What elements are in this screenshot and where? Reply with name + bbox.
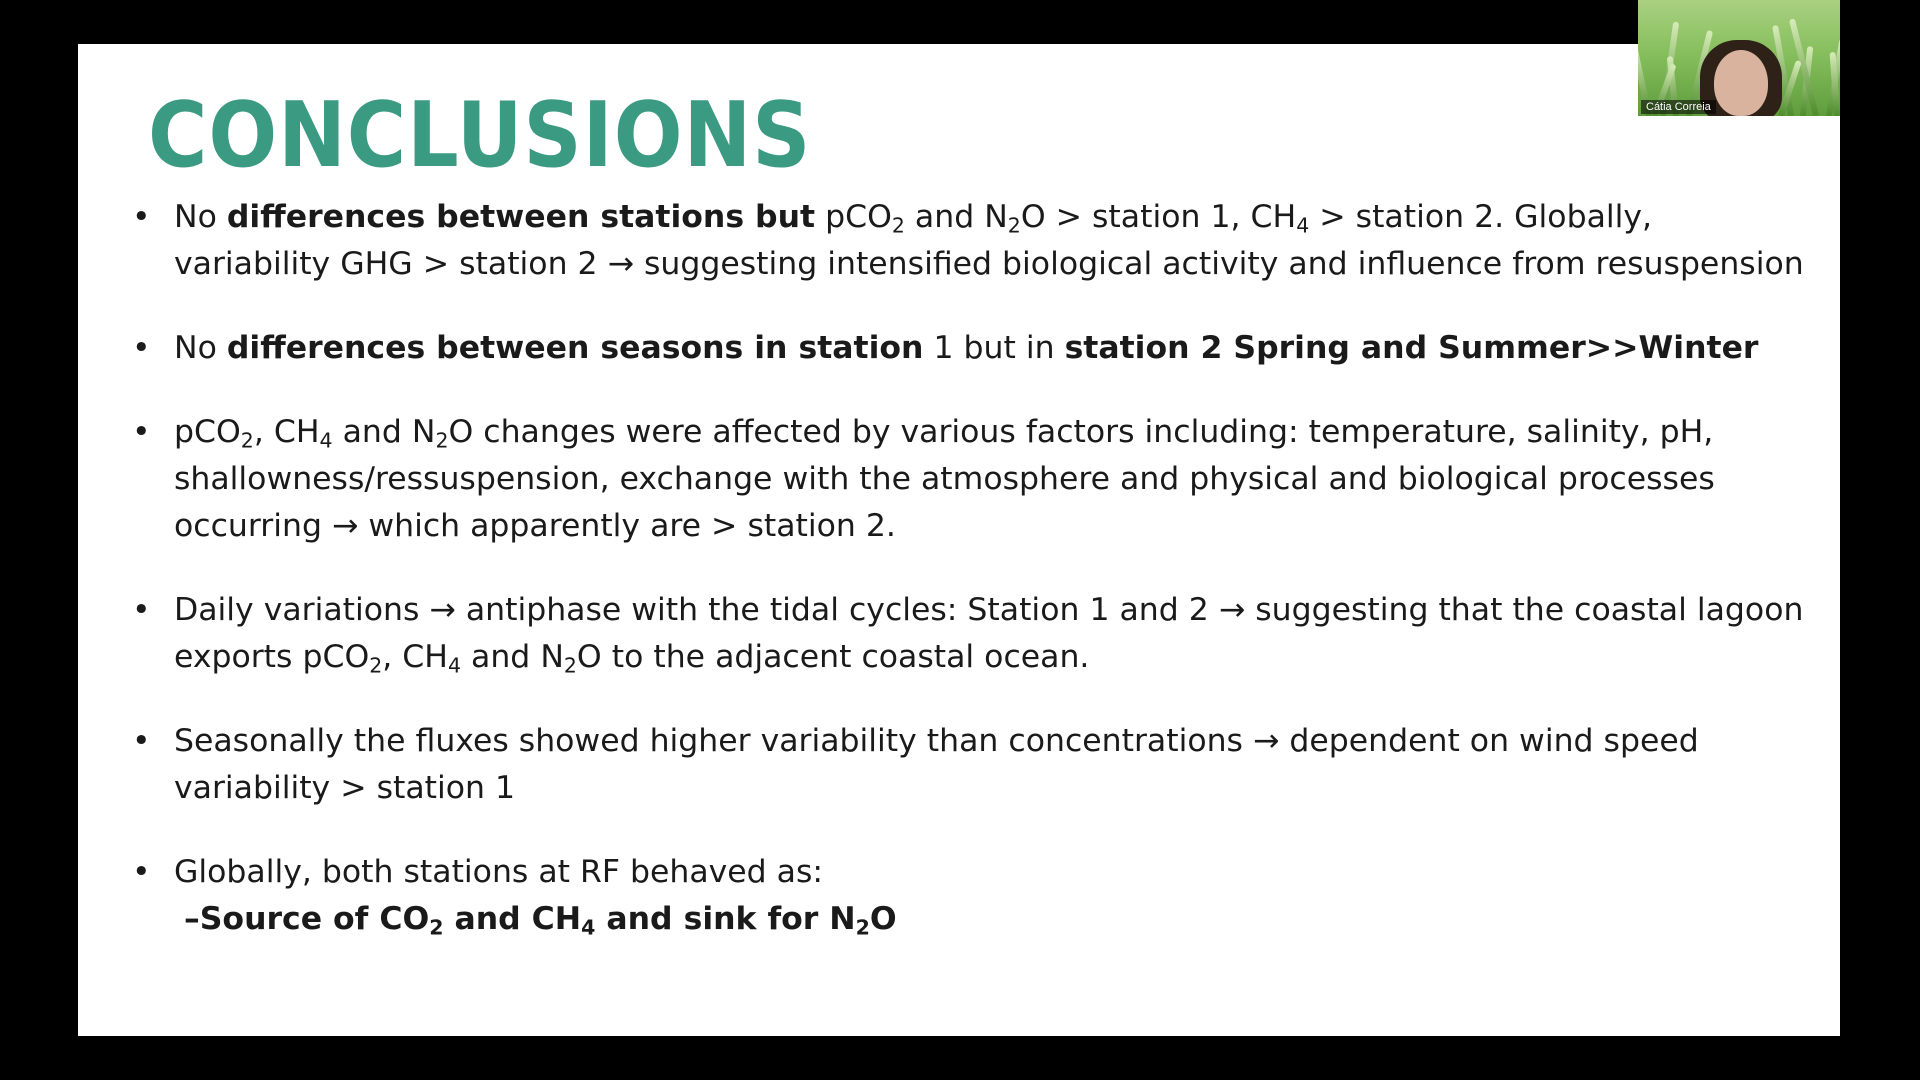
bullet-text: No: [174, 199, 227, 235]
subscript-text: 2: [435, 428, 449, 453]
bold-text: differences between seasons in station: [226, 330, 924, 366]
subscript-text: 2: [855, 915, 870, 940]
bullet-text: No: [174, 330, 227, 366]
bullet-item: [126, 587, 1816, 681]
bullet-text: O to the adjacent coastal ocean.: [576, 639, 1090, 675]
bullet-text: Daily variations → antiphase with the tidal cycles: Station 1 and 2 → suggesting that the coastal lagoon exports pCO: [174, 592, 1804, 675]
bullet-text: and N: [461, 639, 564, 675]
subscript-text: 2: [429, 915, 444, 940]
bullet-item: [126, 849, 1816, 943]
subscript-text: 2: [891, 213, 905, 238]
bullet-text: O > station 1, CH: [1020, 199, 1297, 235]
bullet-text: > station 2. Globally, variability GHG > station 2 → suggesting intensified biological activity and influence from resuspension: [174, 199, 1804, 282]
bullet-text: Globally, both stations at RF behaved as:: [174, 854, 824, 890]
bullet-text: , CH: [382, 639, 448, 675]
bold-text: station 2 Spring and Summer>>Winter: [1064, 330, 1759, 366]
subscript-text: 4: [581, 915, 596, 940]
bullet-text: and N: [904, 199, 1008, 235]
subscript-text: 2: [240, 428, 254, 453]
participant-name-label: Cátia Correia: [1641, 100, 1716, 114]
bullet-text: Seasonally the fluxes showed higher variability than concentrations → dependent on wind speed variability > station 1: [174, 723, 1699, 806]
bullet-item: [126, 718, 1816, 812]
sub-bullet-item: [184, 896, 1816, 943]
subscript-text: 4: [448, 653, 462, 678]
bullet-text: O changes were affected by various factors including: temperature, salinity, pH, shallowness/ressuspension, exchange with the atmosphere and physical and biological processes occurring → which apparently are > station 2.: [174, 414, 1715, 544]
bullet-text: pCO: [174, 414, 241, 450]
bullet-list: [126, 194, 1816, 980]
bullet-text: and CH: [443, 901, 582, 937]
bullet-text: , CH: [253, 414, 320, 450]
subscript-text: 4: [1296, 213, 1310, 238]
bullet-text: and N: [332, 414, 436, 450]
participant-video-tile[interactable]: [1638, 0, 1840, 116]
subscript-text: 2: [1007, 213, 1021, 238]
bold-text: differences between stations but: [226, 199, 816, 235]
bullet-text: O: [869, 901, 897, 937]
bullet-item: [126, 409, 1816, 550]
subscript-text: 4: [319, 428, 333, 453]
bullet-item: [126, 194, 1816, 288]
bullet-item: [126, 325, 1816, 372]
slide-title: CONCLUSIONS: [148, 83, 812, 188]
bullet-text: 1 but in: [923, 330, 1065, 366]
participant-avatar: [1714, 50, 1768, 116]
bullet-text: pCO: [815, 199, 892, 235]
presentation-slide: [78, 44, 1840, 1036]
subscript-text: 2: [563, 653, 577, 678]
bullet-text: –Source of CO: [184, 901, 430, 937]
subscript-text: 2: [369, 653, 383, 678]
bullet-text: and sink for N: [595, 901, 856, 937]
